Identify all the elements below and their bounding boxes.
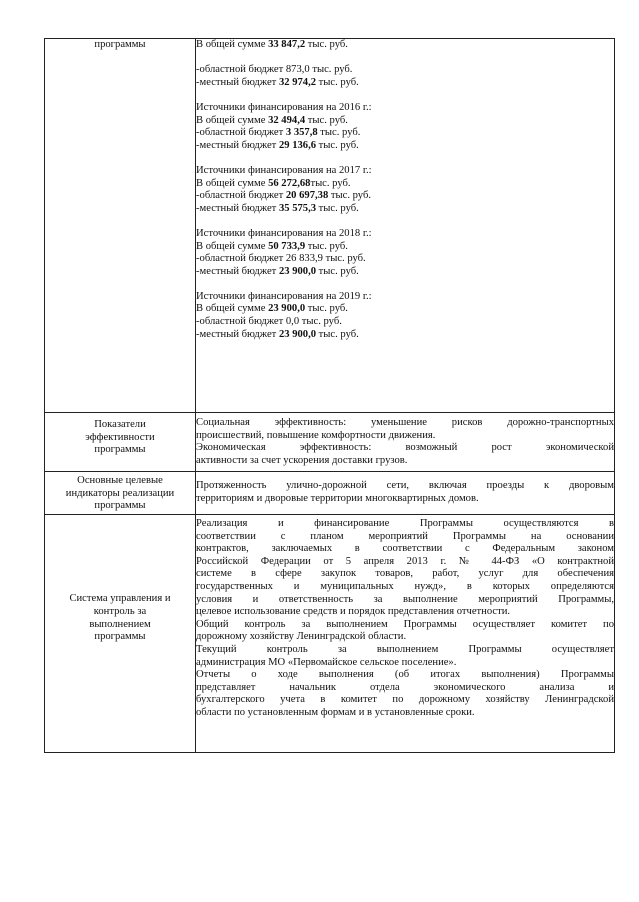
passport-table [44,38,615,753]
indicators-cell: Протяженность улично-дорожной сети, включая проезды к дворовым территориям и дворовые территории многоквартирных домов. [196,472,615,515]
year-total: В общей сумме 50 733,9 тыс. руб. [196,240,348,252]
year-regional: -областной бюджет 3 357,8 тыс. руб. [196,127,361,139]
year-heading: Источники финансирования на 2018 г.: [196,227,372,239]
year-local: -местный бюджет 23 900,0 тыс. руб. [196,265,359,277]
table-row [45,515,615,753]
year-total: В общей сумме 23 900,0 тыс. руб. [196,303,348,315]
year-heading: Источники финансирования на 2019 г.: [196,290,372,302]
year-regional: -областной бюджет 26 833,9 тыс. руб. [196,253,366,265]
table-row [45,472,615,515]
year-total: В общей сумме 56 272,68тыс. руб. [196,177,351,189]
row-label-funding [45,39,196,413]
funding-local: -местный бюджет 32 974,2 тыс. руб. [196,76,359,88]
row-label-efficiency: Показатели эффективности программы [45,413,196,472]
row-label-management: Система управления и контроль за выполнением программы [45,515,196,753]
efficiency-cell: Социальная эффективность: уменьшение рисков дорожно-транспортных происшествий, повышение комфортности движения. Экономическая эффективность: возможный рост экономической активности за счет ускорения доставки грузов. [196,413,615,472]
funding-cell [196,39,615,413]
year-heading: Источники финансирования на 2016 г.: [196,101,372,113]
label-text: программы [94,39,146,50]
year-regional: -областной бюджет 0,0 тыс. руб. [196,316,342,328]
year-local: -местный бюджет 23 900,0 тыс. руб. [196,328,359,340]
year-local: -местный бюджет 35 575,3 тыс. руб. [196,202,359,214]
table-row [45,39,615,413]
management-cell: Реализация и финансирование Программы осуществляются в соответствии с планом мероприятий Программы на основании контрактов, заключаемых в соответствии с Федеральным законом Российской Федерации от 5 апреля 2013 г. № 44-ФЗ «О контрактной системе в сфере закупок товаров, работ, услуг для обеспечения государственных и муниципальных нужд», в которых определяются условия и ответственность за выполнение мероприятий Программы, целевое использование средств и порядок представления отчетности. Общий контроль за выполнением Программы осуществляет комитет по дорожному хозяйству Ленинградской области. Текущий контроль за выполнением Программы осуществляет администрация МО «Первомайское сельское поселение». Отчеты о ходе выполнения (об итогах выполнения) Программы представляет начальник отдела экономического анализа и бухгалтерского учета в комитет по дорожному хозяйству Ленинградской области по установленным формам и в установленные сроки. [196,515,615,753]
row-label-indicators: Основные целевые индикаторы реализации программы [45,472,196,515]
year-regional: -областной бюджет 20 697,38 тыс. руб. [196,190,371,202]
funding-regional: -областной бюджет 873,0 тыс. руб. [196,64,353,76]
funding-total: В общей сумме 33 847,2 тыс. руб. [196,39,348,50]
table-row [45,413,615,472]
year-heading: Источники финансирования на 2017 г.: [196,164,372,176]
year-local: -местный бюджет 29 136,6 тыс. руб. [196,139,359,151]
year-total: В общей сумме 32 494,4 тыс. руб. [196,114,348,126]
